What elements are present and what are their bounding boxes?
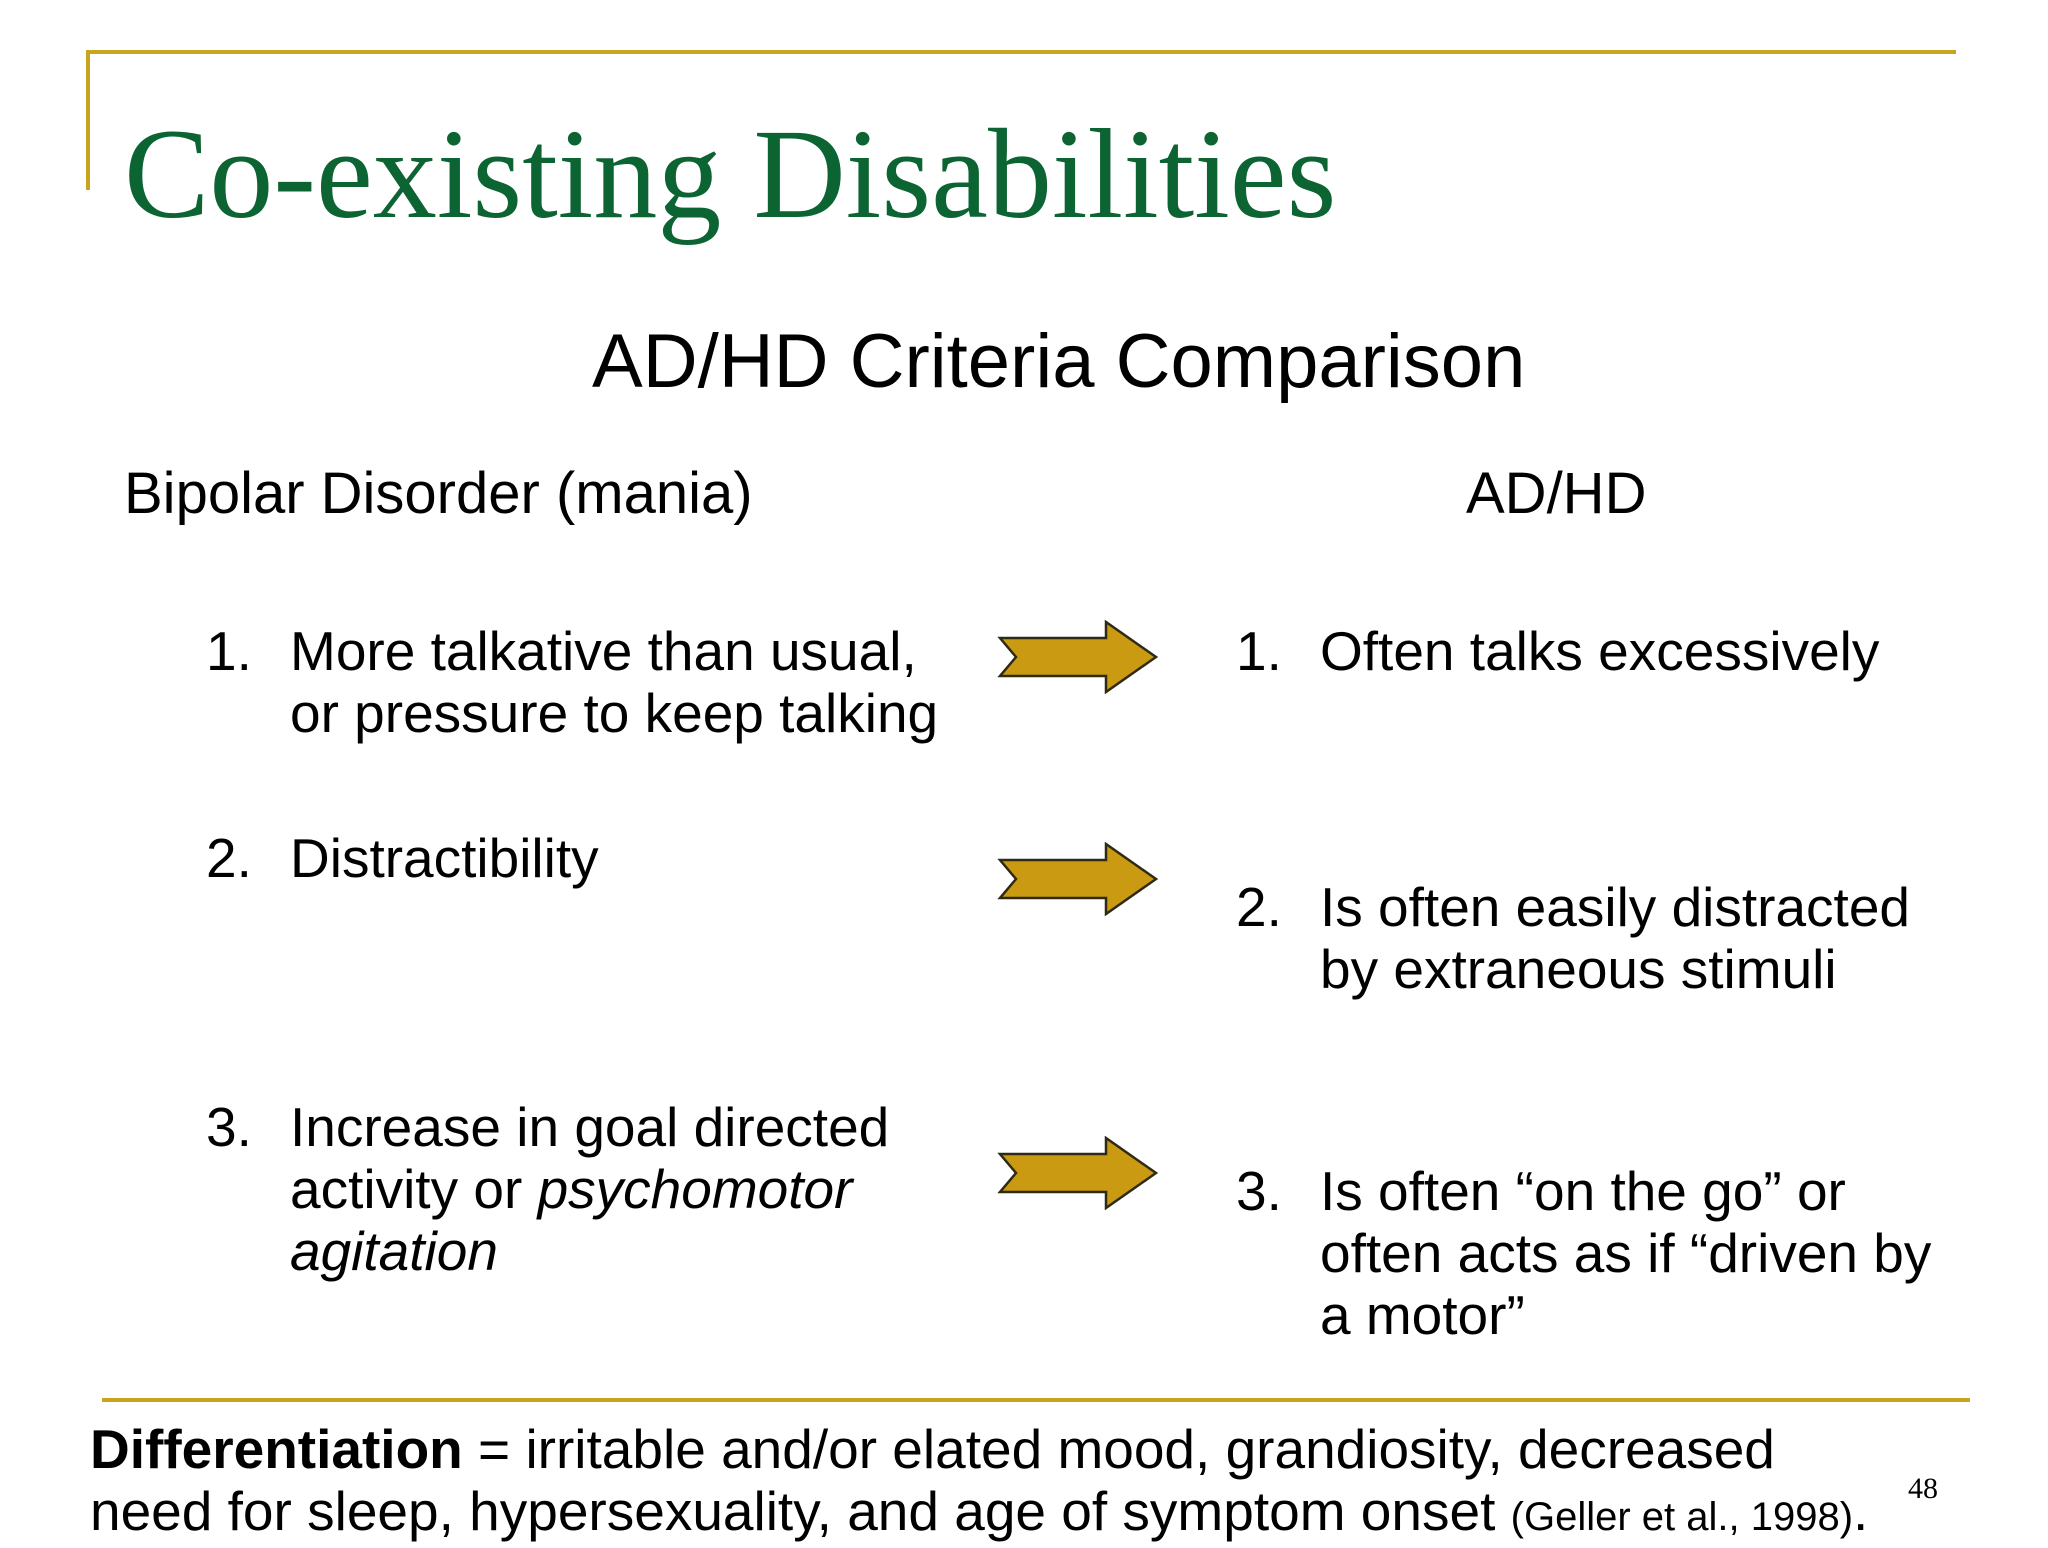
citation: (Geller et al., 1998) xyxy=(1510,1495,1854,1539)
item-text-line: Often talks excessively xyxy=(1320,620,1880,682)
differentiation-note xyxy=(90,1418,1868,1548)
right-column-heading: AD/HD xyxy=(1466,461,1647,526)
right-arrow-icon xyxy=(996,620,1160,694)
item-text-line: More talkative than usual, xyxy=(290,620,917,682)
item-text-italic: agitation xyxy=(290,1220,498,1282)
item-text-segment: activity or xyxy=(290,1158,538,1220)
slide-subtitle: AD/HD Criteria Comparison xyxy=(592,319,1526,404)
right-item-2 xyxy=(1236,876,1910,1000)
item-text-line: a motor” xyxy=(1320,1284,1525,1346)
item-number: 3. xyxy=(206,1096,252,1158)
item-number: 2. xyxy=(206,827,252,889)
item-text-line: Is often easily distracted xyxy=(1320,876,1911,938)
bottom-rule xyxy=(102,1398,1970,1402)
note-line xyxy=(90,1480,1868,1548)
item-text-italic: psychomotor xyxy=(537,1158,853,1220)
item-number: 1. xyxy=(1236,620,1282,682)
left-item-1 xyxy=(206,620,938,744)
slide-number: 48 xyxy=(1908,1472,1938,1505)
right-item-3 xyxy=(1236,1160,1931,1346)
top-rule xyxy=(86,50,1956,54)
item-text-line xyxy=(290,1158,889,1220)
note-bold-term: Differentiation xyxy=(90,1418,463,1480)
note-text: need for sleep, hypersexuality, and age of symptom onset xyxy=(90,1480,1511,1542)
note-period: . xyxy=(1853,1480,1869,1542)
item-text-line: by extraneous stimuli xyxy=(1320,938,1837,1000)
item-text-line: Increase in goal directed xyxy=(290,1096,890,1158)
item-number: 2. xyxy=(1236,876,1282,938)
note-line xyxy=(90,1418,1868,1480)
left-item-3 xyxy=(206,1096,889,1282)
slide-title: Co-existing Disabilities xyxy=(124,103,1337,245)
item-text-line xyxy=(290,1220,889,1282)
left-item-2 xyxy=(206,827,599,889)
right-arrow-icon xyxy=(996,1136,1160,1210)
item-text-line: Distractibility xyxy=(290,827,599,889)
item-text-line: Is often “on the go” or xyxy=(1320,1160,1846,1222)
right-arrow-icon xyxy=(996,842,1160,916)
right-item-1 xyxy=(1236,620,1879,682)
left-column-heading: Bipolar Disorder (mania) xyxy=(124,461,753,526)
left-rule xyxy=(86,50,90,190)
item-number: 3. xyxy=(1236,1160,1282,1222)
item-text-line: or pressure to keep talking xyxy=(290,682,939,744)
item-text-line: often acts as if “driven by xyxy=(1320,1222,1932,1284)
note-text: = irritable and/or elated mood, grandiosity, decreased xyxy=(462,1418,1775,1480)
item-number: 1. xyxy=(206,620,252,682)
